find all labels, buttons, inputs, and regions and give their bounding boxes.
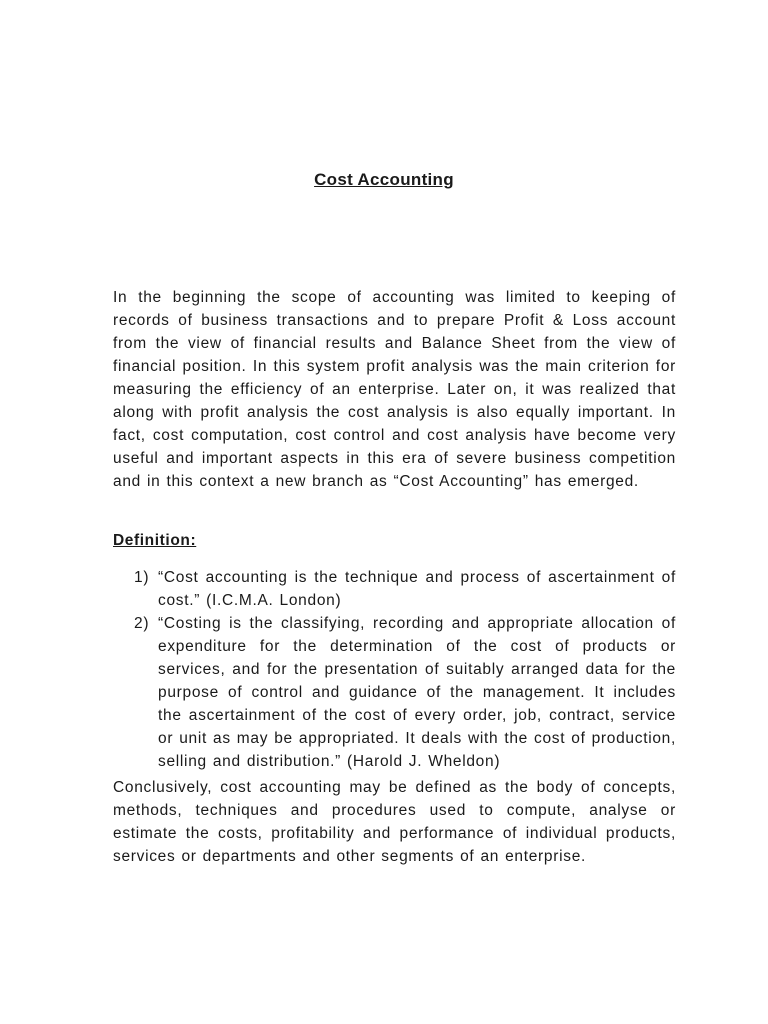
definition-item [134, 566, 676, 612]
page-title: Cost Accounting [314, 170, 454, 189]
definition-item [134, 612, 676, 773]
definition-text: “Costing is the classifying, recording and appropriate allocation of expenditure for the determination of the cost of products or services, and for the presentation of suitably arranged data for the purpose of control and guidance of the management. It includes the ascertainment of the cost of every order, job, contract, service or unit as may be appropriated. It deals with the cost of production, selling and distribution.” (Harold J. Wheldon) [158, 615, 676, 770]
intro-paragraph: In the beginning the scope of accounting was limited to keeping of records of business transactions and to prepare Profit & Loss account from the view of financial results and Balance Sheet from the view of financial position. In this system profit analysis was the main criterion for measuring the efficiency of an enterprise. Later on, it was realized that along with profit analysis the cost analysis is also equally important. In fact, cost computation, cost control and cost analysis have become very useful and important aspects in this era of severe business competition and in this context a new branch as “Cost Accounting” has emerged. [113, 289, 676, 490]
definition-heading: Definition: [113, 532, 197, 549]
definition-number: 2) [134, 615, 150, 632]
conclusion-paragraph: Conclusively, cost accounting may be defined as the body of concepts, methods, techniques and procedures used to compute, analyse or estimate the costs, profitability and performance of individual products, services or departments and other segments of an enterprise. [113, 779, 676, 865]
definition-text: “Cost accounting is the technique and process of ascertainment of cost.” (I.C.M.A. London) [158, 569, 676, 609]
definition-list [134, 566, 676, 773]
definition-number: 1) [134, 569, 150, 586]
